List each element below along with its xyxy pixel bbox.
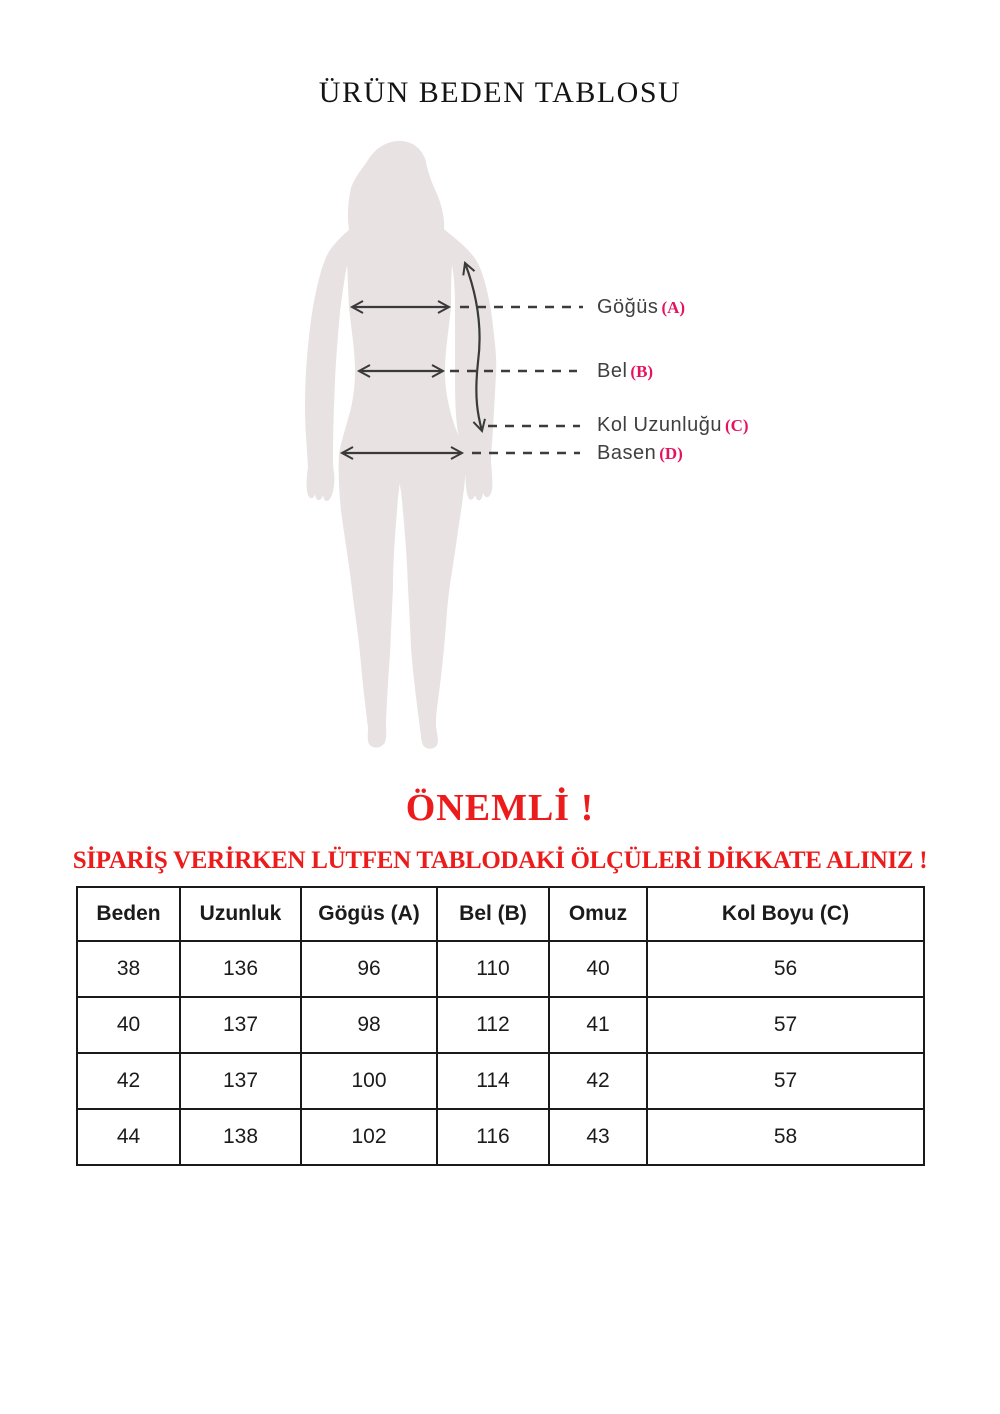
table-cell: 96 — [301, 941, 437, 997]
table-cell: 41 — [549, 997, 647, 1053]
table-cell: 136 — [180, 941, 301, 997]
page-title: ÜRÜN BEDEN TABLOSU — [318, 76, 682, 109]
warning-text: SİPARİŞ VERİRKEN LÜTFEN TABLODAKİ ÖLÇÜLERİ DİKKATE ALINIZ ! — [72, 847, 928, 874]
table-cell: 58 — [647, 1109, 924, 1165]
size-table-body — [77, 941, 924, 1165]
table-cell: 44 — [77, 1109, 180, 1165]
table-cell: 137 — [180, 997, 301, 1053]
table-cell: 100 — [301, 1053, 437, 1109]
woman-silhouette — [305, 141, 496, 749]
label-text: Kol Uzunluğu — [597, 414, 722, 436]
measurement-label-bel — [597, 359, 653, 384]
column-header: Omuz — [549, 887, 647, 941]
table-cell: 114 — [437, 1053, 549, 1109]
table-cell: 57 — [647, 1053, 924, 1109]
size-table — [76, 886, 925, 1166]
label-code: (C) — [724, 416, 749, 435]
table-cell: 102 — [301, 1109, 437, 1165]
table-cell: 112 — [437, 997, 549, 1053]
table-cell: 116 — [437, 1109, 549, 1165]
column-header: Bel (B) — [437, 887, 549, 941]
table-cell: 57 — [647, 997, 924, 1053]
measurement-label-basen — [597, 441, 683, 466]
label-text: Basen — [597, 442, 657, 464]
header-row — [77, 887, 924, 941]
table-cell: 42 — [549, 1053, 647, 1109]
column-header: Kol Boyu (C) — [647, 887, 924, 941]
table-row — [77, 1109, 924, 1165]
table-cell: 40 — [77, 997, 180, 1053]
table-cell: 38 — [77, 941, 180, 997]
label-text: Bel — [597, 360, 628, 382]
size-table-header — [77, 887, 924, 941]
table-cell: 56 — [647, 941, 924, 997]
table-cell: 42 — [77, 1053, 180, 1109]
table-cell: 138 — [180, 1109, 301, 1165]
label-text: Göğüs — [597, 296, 659, 318]
label-code: (A) — [661, 298, 686, 317]
table-cell: 137 — [180, 1053, 301, 1109]
important-heading: ÖNEMLİ ! — [405, 787, 595, 829]
label-code: (B) — [630, 362, 654, 381]
table-row — [77, 997, 924, 1053]
table-cell: 40 — [549, 941, 647, 997]
column-header: Uzunluk — [180, 887, 301, 941]
label-code: (D) — [659, 444, 683, 463]
column-header: Beden — [77, 887, 180, 941]
table-row — [77, 941, 924, 997]
measurement-label-gogus — [597, 295, 685, 320]
table-cell: 98 — [301, 997, 437, 1053]
table-row — [77, 1053, 924, 1109]
column-header: Gögüs (A) — [301, 887, 437, 941]
table-cell: 43 — [549, 1109, 647, 1165]
measurement-label-kol-uzunlugu — [597, 413, 749, 438]
table-cell: 110 — [437, 941, 549, 997]
